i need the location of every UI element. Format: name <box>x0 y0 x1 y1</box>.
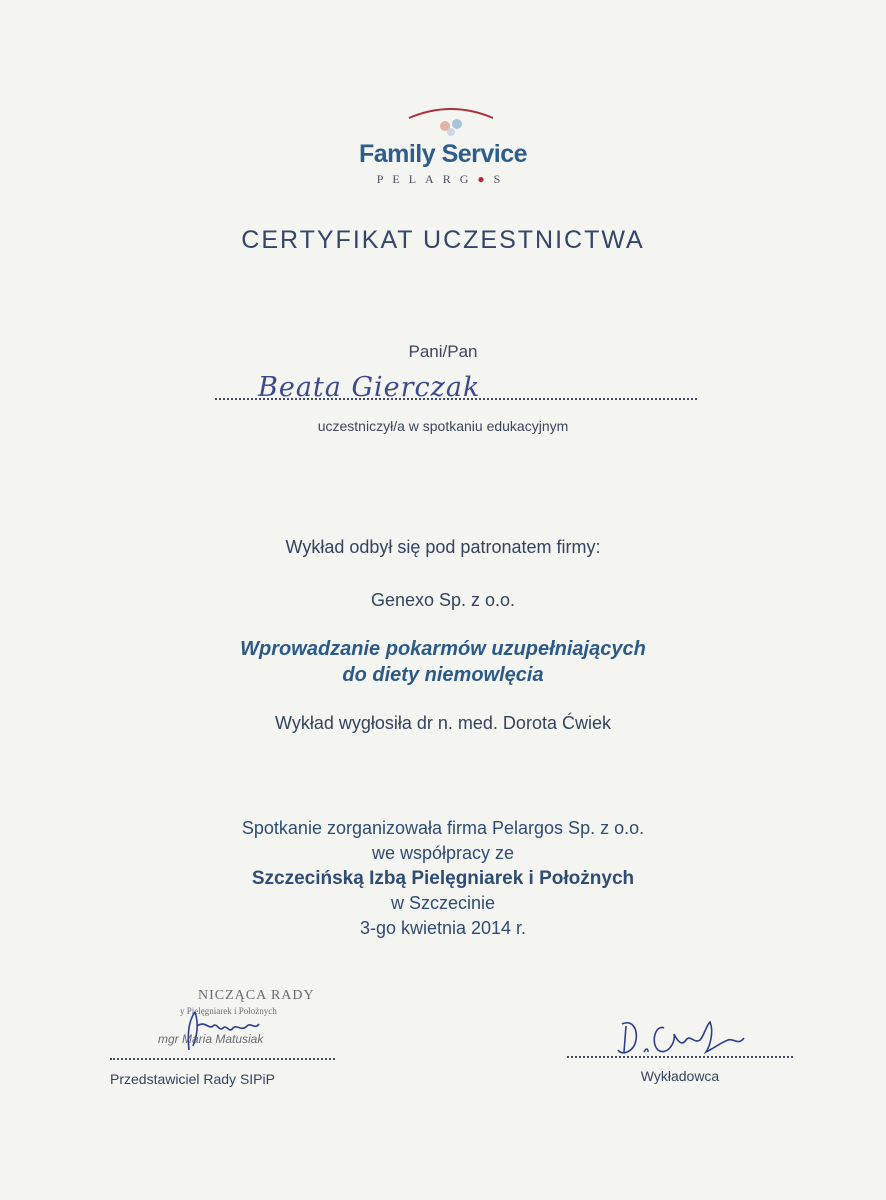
organizer-line3: Szczecińską Izbą Pielęgniarek i Położnych <box>251 868 635 889</box>
logo-subtitle-part2: S <box>493 172 510 186</box>
council-representative-label: Przedstawiciel Rady SIPiP <box>110 1071 275 1087</box>
logo-dot-icon: ● <box>477 172 494 186</box>
patron-company: Genexo Sp. z o.o. <box>370 590 516 610</box>
lecture-topic-line1: Wprowadzanie pokarmów uzupełniających <box>240 638 646 660</box>
event-date: 3-go kwietnia 2014 r. <box>359 918 527 938</box>
certificate-title: CERTYFIKAT UCZESTNICTWA <box>241 226 645 254</box>
participation-text: uczestniczył/a w spotkaniu edukacyjnym <box>317 418 569 434</box>
logo-subtitle-part1: PELARG <box>376 172 478 186</box>
stamp-line3: mgr Maria Matusiak <box>158 1032 264 1046</box>
speaker-text: Wykład wygłosiła dr n. med. Dorota Ćwiek <box>275 713 611 733</box>
organizer-line1: Spotkanie zorganizowała firma Pelargos Sp. z o.o. <box>241 818 645 838</box>
logo-name: Family Service <box>358 140 528 168</box>
organizer-line2: we współpracy ze <box>371 843 515 863</box>
left-signature-line <box>110 1058 335 1060</box>
participant-name: Beata Gierczak <box>258 372 481 403</box>
name-dotted-line <box>215 398 697 400</box>
lecturer-label: Wykładowca <box>640 1068 720 1084</box>
lecture-topic-line2: do diety niemowlęcia <box>342 664 544 686</box>
logo-arc-icon <box>405 104 497 138</box>
right-signature-icon <box>610 1012 755 1060</box>
lecture-topic <box>0 636 886 688</box>
organizer-block <box>0 816 886 941</box>
patronage-text: Wykład odbył się pod patronatem firmy: <box>285 537 601 557</box>
salutation: Pani/Pan <box>408 342 478 361</box>
right-signature-line <box>567 1056 793 1058</box>
stamp-line2: y Pielęgniarek i Położnych <box>180 1006 277 1016</box>
logo-subtitle <box>0 172 886 187</box>
left-signature-icon <box>175 1002 265 1052</box>
organizer-line4: w Szczecinie <box>390 893 496 913</box>
stamp-line1: NICZĄCA RADY <box>198 988 315 1003</box>
